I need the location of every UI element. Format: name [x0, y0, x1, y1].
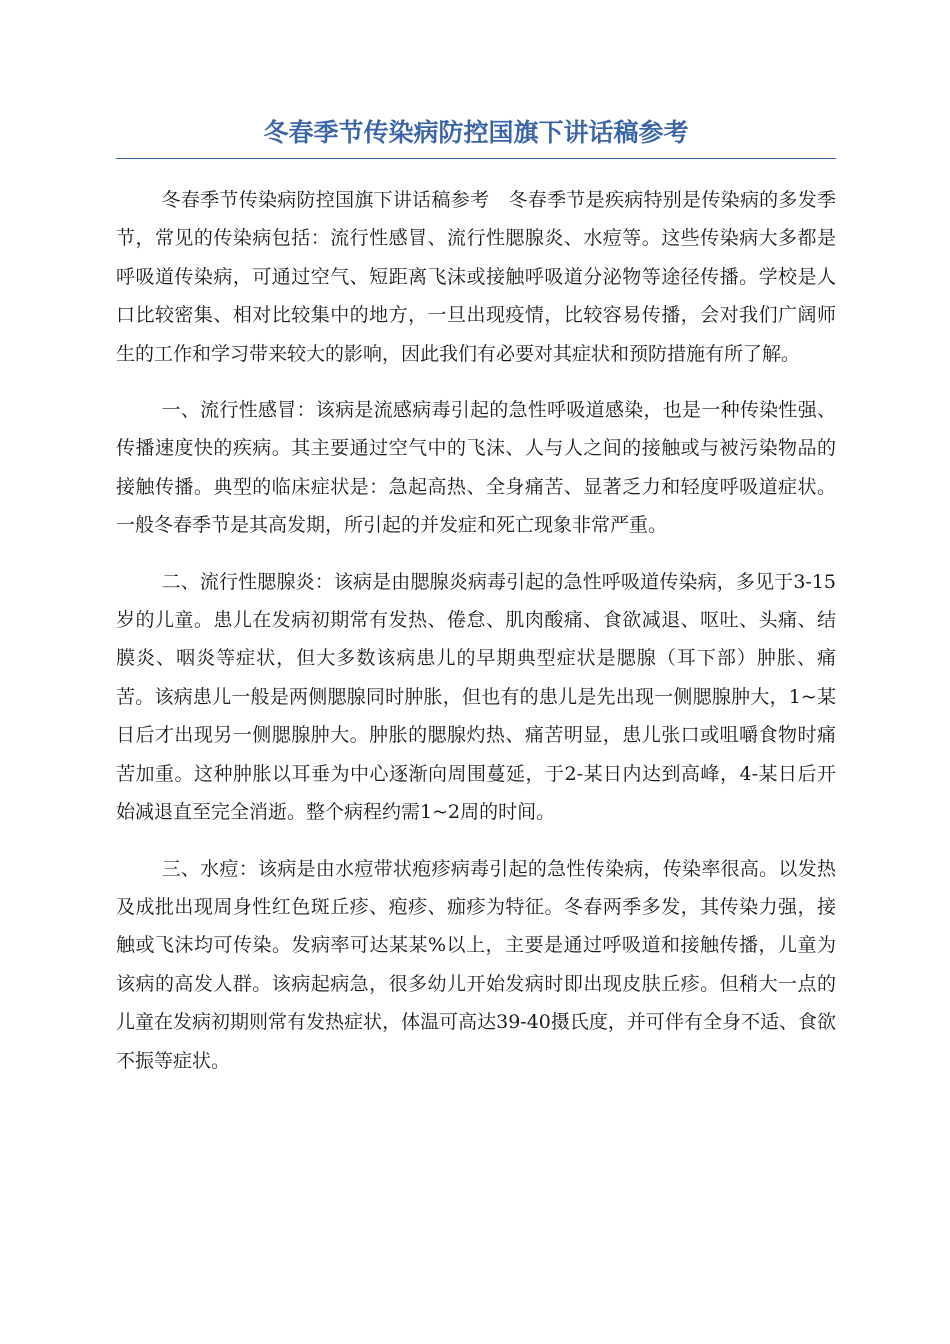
paragraph-intro: 冬春季节传染病防控国旗下讲话稿参考 冬春季节是疾病特别是传染病的多发季节，常见的传染病包括：流行性感冒、流行性腮腺炎、水痘等。这些传染病大多都是呼吸道传染病，可通过空气、短距离飞沫或接触呼吸道分泌物等途径传播。学校是人口比较密集、相对比较集中的地方，一旦出现疫情，比较容易传播，会对我们广阔师生的工作和学习带来较大的影响，因此我们有必要对其症状和预防措施有所了解。 — [116, 189, 836, 365]
document-title: 冬春季节传染病防控国旗下讲话稿参考 — [116, 110, 836, 159]
paragraph-mumps: 二、流行性腮腺炎：该病是由腮腺炎病毒引起的急性呼吸道传染病，多见于3-15岁的儿童。患儿在发病初期常有发热、倦怠、肌肉酸痛、食欲减退、呕吐、头痛、结膜炎、咽炎等症状，但大多数该病患儿的早期典型症状是腮腺（耳下部）肿胀、痛苦。该病患儿一般是两侧腮腺同时肿胀，但也有的患儿是先出现一侧腮腺肿大，1~某日后才出现另一侧腮腺肿大。肿胀的腮腺灼热、痛苦明显，患儿张口或咀嚼食物时痛苦加重。这种肿胀以耳垂为中心逐渐向周围蔓延，于2-某日内达到高峰，4-某日后开始减退直至完全消逝。整个病程约需1~2周的时间。 — [116, 570, 836, 824]
paragraph-chickenpox: 三、水痘：该病是由水痘带状疱疹病毒引起的急性传染病，传染率很高。以发热及成批出现周身性红色斑丘疹、疱疹、痂疹为特征。冬春两季多发，其传染力强，接触或飞沫均可传染。发病率可达某某%以上，主要是通过呼吸道和接触传播，儿童为该病的高发人群。该病起病急，很多幼儿开始发病时即出现皮肤丘疹。但稍大一点的儿童在发病初期则常有发热症状，体温可高达39-40摄氏度，并可伴有全身不适、食欲不振等症状。 — [116, 857, 836, 1072]
document-page — [116, 110, 836, 1080]
paragraph-influenza: 一、流行性感冒：该病是流感病毒引起的急性呼吸道感染，也是一种传染性强、传播速度快的疾病。其主要通过空气中的飞沫、人与人之间的接触或与被污染物品的接触传播。典型的临床症状是：急起高热、全身痛苦、显著乏力和轻度呼吸道症状。一般冬春季节是其高发期，所引起的并发症和死亡现象非常严重。 — [116, 399, 836, 537]
